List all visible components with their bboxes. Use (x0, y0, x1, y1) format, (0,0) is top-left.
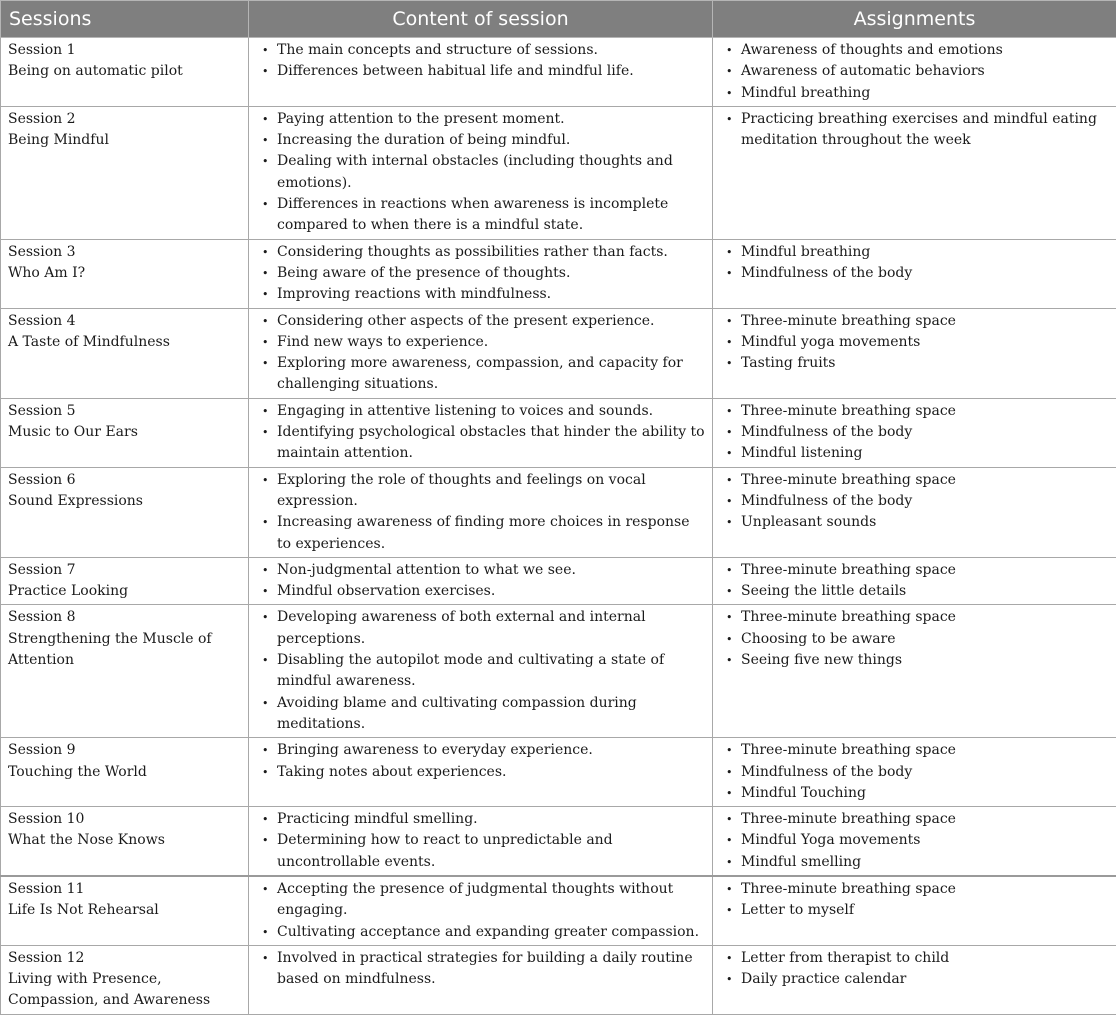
bullet-icon: • (262, 470, 269, 491)
bullet-icon: • (726, 109, 733, 130)
session-title: What the Nose Knows (8, 830, 241, 851)
table-row (1, 605, 1116, 738)
assignments-cell (713, 557, 1116, 605)
bullet-icon: • (726, 491, 733, 512)
list-item (256, 607, 705, 650)
assignment-text: Seeing five new things (741, 652, 902, 668)
bullet-icon: • (726, 40, 733, 61)
list-item (720, 401, 1109, 422)
assignments-list (720, 948, 1109, 991)
list-item (256, 879, 705, 922)
content-list (256, 109, 705, 237)
content-list (256, 470, 705, 555)
list-item (256, 809, 705, 830)
assignments-cell (713, 106, 1116, 239)
list-item (256, 353, 705, 396)
content-text: Considering other aspects of the present experience. (277, 313, 654, 329)
content-text: Practicing mindful smelling. (277, 811, 478, 827)
bullet-icon: • (726, 852, 733, 873)
session-number: Session 12 (8, 948, 241, 969)
content-cell (249, 398, 713, 467)
bullet-icon: • (726, 948, 733, 969)
bullet-icon: • (262, 151, 269, 172)
table-row (1, 398, 1116, 467)
header-assignments: Assignments (713, 1, 1116, 38)
table-body (1, 38, 1116, 1015)
list-item (720, 830, 1109, 851)
content-text: Disabling the autopilot mode and cultivating a state of mindful awareness. (277, 652, 664, 689)
assignment-text: Awareness of automatic behaviors (741, 63, 985, 79)
session-title: Practice Looking (8, 581, 241, 602)
assignment-text: Unpleasant sounds (741, 514, 876, 530)
bullet-icon: • (262, 401, 269, 422)
assignments-list (720, 560, 1109, 603)
assignments-cell (713, 876, 1116, 945)
session-cell (1, 239, 249, 308)
list-item (720, 852, 1109, 873)
content-text: Engaging in attentive listening to voices and sounds. (277, 403, 653, 419)
content-text: Increasing the duration of being mindful. (277, 132, 570, 148)
list-item (720, 607, 1109, 628)
content-list (256, 242, 705, 306)
list-item (256, 311, 705, 332)
list-item (720, 332, 1109, 353)
assignments-cell (713, 738, 1116, 807)
assignment-text: Seeing the little details (741, 583, 906, 599)
bullet-icon: • (726, 242, 733, 263)
assignments-list (720, 809, 1109, 873)
bullet-icon: • (262, 332, 269, 353)
bullet-icon: • (262, 130, 269, 151)
content-text: Increasing awareness of finding more choices in response to experiences. (277, 514, 690, 551)
content-list (256, 311, 705, 396)
content-list (256, 40, 705, 83)
list-item (720, 650, 1109, 671)
list-item (256, 581, 705, 602)
list-item (720, 83, 1109, 104)
bullet-icon: • (726, 263, 733, 284)
list-item (256, 650, 705, 693)
bullet-icon: • (262, 922, 269, 943)
list-item (256, 830, 705, 873)
content-text: Non-judgmental attention to what we see. (277, 562, 576, 578)
content-text: Differences in reactions when awareness is incomplete compared to when there is a mindful state. (277, 196, 668, 233)
assignment-text: Three-minute breathing space (741, 881, 956, 897)
bullet-icon: • (262, 284, 269, 305)
content-cell (249, 38, 713, 107)
bullet-icon: • (262, 581, 269, 602)
header-content: Content of session (249, 1, 713, 38)
list-item (720, 512, 1109, 533)
session-number: Session 3 (8, 242, 241, 263)
list-item (720, 353, 1109, 374)
assignments-cell (713, 398, 1116, 467)
list-item (256, 242, 705, 263)
bullet-icon: • (262, 693, 269, 714)
content-text: Mindful observation exercises. (277, 583, 495, 599)
list-item (256, 560, 705, 581)
bullet-icon: • (726, 401, 733, 422)
session-cell (1, 605, 249, 738)
session-title: Being Mindful (8, 130, 241, 151)
assignment-text: Three-minute breathing space (741, 472, 956, 488)
content-text: Being aware of the presence of thoughts. (277, 265, 570, 281)
list-item (256, 762, 705, 783)
list-item (256, 284, 705, 305)
bullet-icon: • (262, 830, 269, 851)
assignment-text: Mindfulness of the body (741, 493, 912, 509)
session-number: Session 2 (8, 109, 241, 130)
session-number: Session 6 (8, 470, 241, 491)
session-number: Session 8 (8, 607, 241, 628)
bullet-icon: • (262, 263, 269, 284)
session-number: Session 11 (8, 879, 241, 900)
bullet-icon: • (262, 109, 269, 130)
bullet-icon: • (262, 422, 269, 443)
table-row (1, 239, 1116, 308)
assignments-list (720, 607, 1109, 671)
session-cell (1, 945, 249, 1014)
list-item (720, 948, 1109, 969)
bullet-icon: • (262, 809, 269, 830)
list-item (720, 40, 1109, 61)
bullet-icon: • (262, 948, 269, 969)
list-item (256, 194, 705, 237)
assignments-cell (713, 38, 1116, 107)
table-row (1, 557, 1116, 605)
content-text: Find new ways to experience. (277, 334, 488, 350)
content-text: Improving reactions with mindfulness. (277, 286, 551, 302)
list-item (256, 922, 705, 943)
bullet-icon: • (262, 512, 269, 533)
session-number: Session 5 (8, 401, 241, 422)
list-item (256, 332, 705, 353)
list-item (256, 470, 705, 513)
list-item (256, 263, 705, 284)
assignment-text: Mindful breathing (741, 244, 870, 260)
table-header (1, 1, 1116, 38)
content-list (256, 740, 705, 783)
list-item (720, 581, 1109, 602)
bullet-icon: • (262, 311, 269, 332)
list-item (720, 969, 1109, 990)
bullet-icon: • (726, 332, 733, 353)
assignment-text: Three-minute breathing space (741, 403, 956, 419)
assignments-cell (713, 467, 1116, 557)
bullet-icon: • (726, 512, 733, 533)
bullet-icon: • (726, 740, 733, 761)
bullet-icon: • (726, 61, 733, 82)
list-item (720, 61, 1109, 82)
session-title: Life Is Not Rehearsal (8, 900, 241, 921)
content-text: Involved in practical strategies for building a daily routine based on mindfulness. (277, 950, 693, 987)
table-row (1, 38, 1116, 107)
bullet-icon: • (726, 443, 733, 464)
content-cell (249, 239, 713, 308)
content-list (256, 948, 705, 991)
assignment-text: Practicing breathing exercises and mindful eating meditation throughout the week (741, 111, 1097, 148)
table-row (1, 467, 1116, 557)
list-item (720, 422, 1109, 443)
bullet-icon: • (262, 879, 269, 900)
list-item (256, 401, 705, 422)
assignments-cell (713, 605, 1116, 738)
assignments-cell (713, 308, 1116, 398)
content-text: Paying attention to the present moment. (277, 111, 565, 127)
session-cell (1, 38, 249, 107)
bullet-icon: • (262, 560, 269, 581)
table-row (1, 308, 1116, 398)
session-cell (1, 106, 249, 239)
content-text: Bringing awareness to everyday experience. (277, 742, 593, 758)
bullet-icon: • (262, 740, 269, 761)
list-item (720, 762, 1109, 783)
bullet-icon: • (726, 762, 733, 783)
assignments-list (720, 879, 1109, 922)
list-item (720, 470, 1109, 491)
content-text: The main concepts and structure of sessions. (277, 42, 598, 58)
assignment-text: Three-minute breathing space (741, 742, 956, 758)
assignment-text: Mindful breathing (741, 85, 870, 101)
table-row (1, 106, 1116, 239)
bullet-icon: • (262, 650, 269, 671)
assignment-text: Mindfulness of the body (741, 764, 912, 780)
bullet-icon: • (262, 762, 269, 783)
bullet-icon: • (262, 194, 269, 215)
bullet-icon: • (262, 61, 269, 82)
content-cell (249, 467, 713, 557)
assignment-text: Mindful listening (741, 445, 862, 461)
content-text: Developing awareness of both external and internal perceptions. (277, 609, 646, 646)
list-item (720, 809, 1109, 830)
session-number: Session 10 (8, 809, 241, 830)
list-item (256, 151, 705, 194)
content-list (256, 607, 705, 735)
content-text: Dealing with internal obstacles (including thoughts and emotions). (277, 153, 673, 190)
assignment-text: Tasting fruits (741, 355, 836, 371)
content-text: Determining how to react to unpredictable and uncontrollable events. (277, 832, 613, 869)
assignment-text: Three-minute breathing space (741, 609, 956, 625)
assignment-text: Choosing to be aware (741, 631, 896, 647)
assignments-list (720, 401, 1109, 465)
bullet-icon: • (726, 470, 733, 491)
session-title: Being on automatic pilot (8, 61, 241, 82)
content-text: Differences between habitual life and mindful life. (277, 63, 634, 79)
bullet-icon: • (726, 311, 733, 332)
assignments-cell (713, 807, 1116, 876)
assignments-list (720, 311, 1109, 375)
session-cell (1, 557, 249, 605)
list-item (720, 242, 1109, 263)
content-cell (249, 945, 713, 1014)
content-text: Accepting the presence of judgmental thoughts without engaging. (277, 881, 673, 918)
bullet-icon: • (726, 629, 733, 650)
assignment-text: Mindfulness of the body (741, 424, 912, 440)
list-item (256, 693, 705, 736)
list-item (256, 61, 705, 82)
session-number: Session 7 (8, 560, 241, 581)
assignment-text: Daily practice calendar (741, 971, 906, 987)
assignment-text: Three-minute breathing space (741, 313, 956, 329)
bullet-icon: • (726, 650, 733, 671)
list-item (720, 900, 1109, 921)
list-item (256, 948, 705, 991)
table-row (1, 807, 1116, 876)
bullet-icon: • (726, 83, 733, 104)
session-cell (1, 467, 249, 557)
list-item (720, 879, 1109, 900)
assignments-list (720, 109, 1109, 152)
bullet-icon: • (726, 879, 733, 900)
list-item (256, 512, 705, 555)
table-row (1, 738, 1116, 807)
session-cell (1, 308, 249, 398)
list-item (720, 109, 1109, 152)
content-list (256, 879, 705, 943)
assignments-list (720, 740, 1109, 804)
list-item (256, 130, 705, 151)
bullet-icon: • (726, 783, 733, 804)
session-title: A Taste of Mindfulness (8, 332, 241, 353)
content-text: Taking notes about experiences. (277, 764, 506, 780)
assignment-text: Three-minute breathing space (741, 811, 956, 827)
content-cell (249, 807, 713, 876)
bullet-icon: • (726, 809, 733, 830)
bullet-icon: • (262, 40, 269, 61)
session-cell (1, 876, 249, 945)
header-row (1, 1, 1116, 38)
assignments-cell (713, 239, 1116, 308)
assignments-list (720, 470, 1109, 534)
assignments-cell (713, 945, 1116, 1014)
content-list (256, 401, 705, 465)
bullet-icon: • (726, 422, 733, 443)
content-list (256, 809, 705, 873)
content-text: Identifying psychological obstacles that hinder the ability to maintain attention. (277, 424, 705, 461)
session-cell (1, 398, 249, 467)
assignments-list (720, 40, 1109, 104)
assignment-text: Awareness of thoughts and emotions (741, 42, 1003, 58)
content-cell (249, 308, 713, 398)
session-number: Session 4 (8, 311, 241, 332)
list-item (256, 40, 705, 61)
assignments-list (720, 242, 1109, 285)
list-item (720, 263, 1109, 284)
assignment-text: Mindful Touching (741, 785, 866, 801)
content-cell (249, 106, 713, 239)
content-text: Cultivating acceptance and expanding greater compassion. (277, 924, 699, 940)
assignment-text: Letter to myself (741, 902, 854, 918)
assignment-text: Mindful yoga movements (741, 334, 920, 350)
session-title: Music to Our Ears (8, 422, 241, 443)
bullet-icon: • (726, 560, 733, 581)
content-text: Exploring the role of thoughts and feelings on vocal expression. (277, 472, 646, 509)
content-cell (249, 557, 713, 605)
content-cell (249, 876, 713, 945)
list-item (720, 443, 1109, 464)
list-item (256, 109, 705, 130)
header-sessions: Sessions (1, 1, 249, 38)
bullet-icon: • (726, 353, 733, 374)
list-item (256, 740, 705, 761)
table-row (1, 876, 1116, 945)
list-item (256, 422, 705, 465)
content-list (256, 560, 705, 603)
bullet-icon: • (726, 581, 733, 602)
assignment-text: Mindful smelling (741, 854, 861, 870)
table-row (1, 945, 1116, 1014)
session-cell (1, 807, 249, 876)
assignment-text: Mindfulness of the body (741, 265, 912, 281)
list-item (720, 629, 1109, 650)
list-item (720, 491, 1109, 512)
list-item (720, 560, 1109, 581)
session-title: Strengthening the Muscle of Attention (8, 629, 241, 672)
content-cell (249, 738, 713, 807)
session-title: Who Am I? (8, 263, 241, 284)
bullet-icon: • (262, 242, 269, 263)
session-title: Sound Expressions (8, 491, 241, 512)
bullet-icon: • (726, 969, 733, 990)
content-text: Considering thoughts as possibilities rather than facts. (277, 244, 668, 260)
session-cell (1, 738, 249, 807)
session-number: Session 1 (8, 40, 241, 61)
list-item (720, 311, 1109, 332)
assignment-text: Mindful Yoga movements (741, 832, 920, 848)
bullet-icon: • (262, 353, 269, 374)
session-title: Living with Presence, Compassion, and Awareness (8, 969, 241, 1012)
content-text: Avoiding blame and cultivating compassion during meditations. (277, 695, 637, 732)
bullet-icon: • (726, 900, 733, 921)
list-item (720, 740, 1109, 761)
content-text: Exploring more awareness, compassion, and capacity for challenging situations. (277, 355, 683, 392)
bullet-icon: • (726, 607, 733, 628)
list-item (720, 783, 1109, 804)
bullet-icon: • (726, 830, 733, 851)
session-number: Session 9 (8, 740, 241, 761)
assignment-text: Three-minute breathing space (741, 562, 956, 578)
content-cell (249, 605, 713, 738)
bullet-icon: • (262, 607, 269, 628)
session-title: Touching the World (8, 762, 241, 783)
assignment-text: Letter from therapist to child (741, 950, 949, 966)
